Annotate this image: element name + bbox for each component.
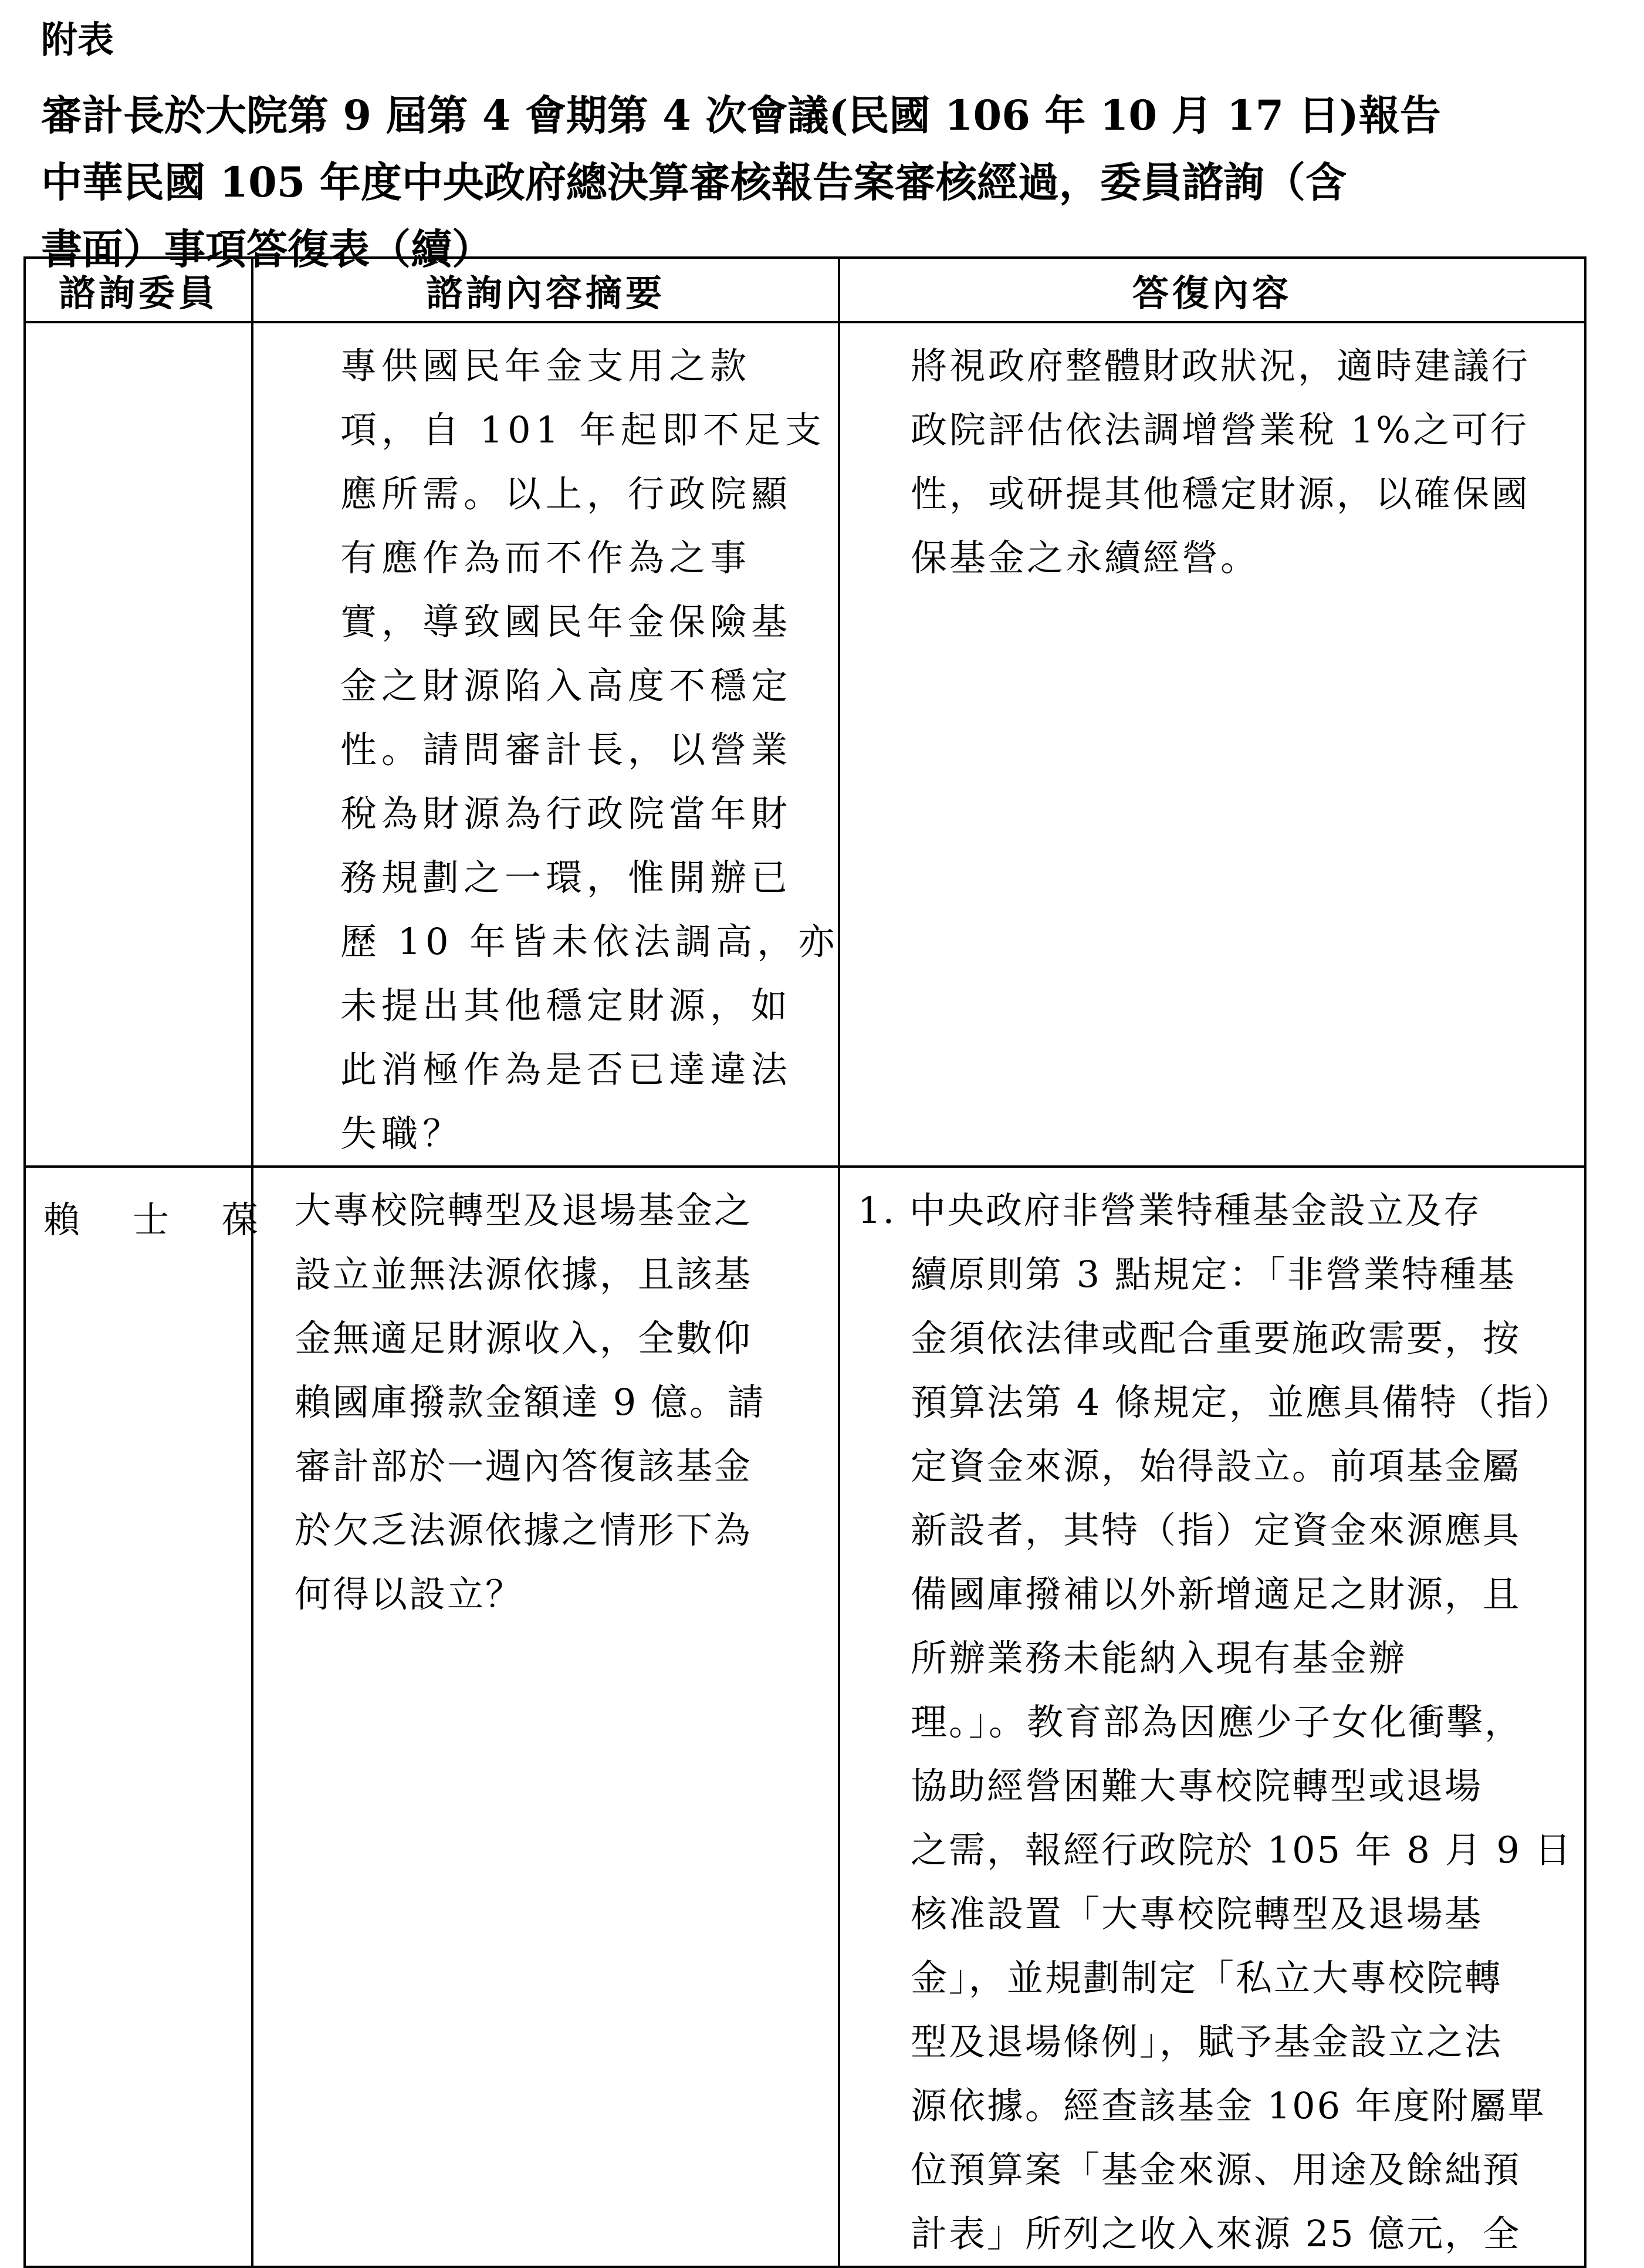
reply-line: 理。」。教育部為因應少子女化衝擊， [911, 1701, 1523, 1743]
reply-line: 之需，報經行政院於 105 年 8 月 9 日 [911, 1828, 1573, 1871]
reply-line: 新設者，其特（指）定資金來源應具 [911, 1509, 1521, 1552]
reply-line: 保基金之永續經營。 [911, 536, 1260, 579]
table-row [25, 1167, 1585, 2267]
reply-cell [839, 322, 1585, 1167]
summary-cell [252, 1167, 839, 2267]
reply-line: 型及退場條例」，賦予基金設立之法 [911, 2020, 1503, 2063]
summary-line: 專供國民年金支用之款 [340, 344, 752, 387]
header-member: 諮詢委員 [25, 258, 252, 322]
title-line: 中華民國 105 年度中央政府總決算審核報告案審核經過，委員諮詢（含 [41, 158, 1347, 207]
reply-line: 定資金來源，始得設立。前項基金屬 [911, 1445, 1521, 1488]
member-name: 賴士葆 [43, 1198, 312, 1241]
title-line: 書面）事項答復表（續） [41, 225, 493, 273]
reply-line: 核准設置「大專校院轉型及退場基 [911, 1892, 1483, 1935]
title-line: 審計長於大院第 9 屆第 4 會期第 4 次會議(民國 106 年 10 月 17 日)報告 [41, 91, 1441, 140]
member-cell [25, 1167, 312, 2267]
reply-line: 政院評估依法調增營業稅 1%之可行 [911, 408, 1530, 451]
summary-line: 失職？ [340, 1112, 464, 1155]
reply-line: 將視政府整體財政狀況，適時建議行 [911, 344, 1531, 387]
reply-line: 所辦業務未能納入現有基金辦 [911, 1637, 1407, 1679]
reply-table [23, 256, 1587, 2268]
reply-line: 預算法第 4 條規定，並應具備特（指） [911, 1381, 1572, 1424]
summary-line: 性。請問審計長，以營業 [340, 728, 793, 771]
summary-line: 此消極作為是否已達違法 [340, 1048, 793, 1091]
header-reply: 答復內容 [839, 258, 1585, 322]
reply-line: 位預算案「基金來源、用途及餘絀預 [911, 2148, 1521, 2191]
reply-line: 性，或研提其他穩定財源，以確保國 [911, 472, 1531, 515]
reply-cell [839, 1167, 1585, 2267]
reply-line: 續原則第 3 點規定：「非營業特種基 [911, 1253, 1516, 1296]
member-cell [25, 322, 252, 1167]
table-row [25, 322, 1585, 1167]
summary-line: 於欠乏法源依據之情形下為 [295, 1509, 753, 1552]
reply-line: 金須依法律或配合重要施政需要，按 [911, 1317, 1521, 1360]
summary-line: 賴國庫撥款金額達 9 億。請 [295, 1381, 766, 1424]
summary-cell [252, 322, 839, 1167]
summary-line: 大專校院轉型及退場基金之 [295, 1189, 753, 1232]
summary-line: 實，導致國民年金保險基 [340, 600, 793, 643]
attachment-label: 附表 [41, 18, 114, 61]
summary-line: 何得以設立？ [295, 1573, 524, 1615]
summary-line: 項，自 101 年起即不足支 [340, 408, 826, 451]
table-header-row [25, 258, 1585, 322]
summary-line: 金之財源陷入高度不穩定 [340, 664, 793, 707]
reply-line: 計表」所列之收入來源 25 億元，全 [911, 2212, 1521, 2255]
reply-line: 備國庫撥補以外新增適足之財源，且 [911, 1573, 1521, 1615]
summary-line: 務規劃之一環，惟開辦已 [340, 856, 793, 899]
summary-line: 稅為財源為行政院當年財 [340, 792, 793, 835]
summary-line: 應所需。以上，行政院顯 [340, 472, 793, 515]
reply-line: 金」，並規劃制定「私立大專校院轉 [911, 1956, 1503, 1999]
reply-line: 協助經營困難大專校院轉型或退場 [911, 1765, 1483, 1807]
header-summary: 諮詢內容摘要 [252, 258, 839, 322]
summary-line: 歷 10 年皆未依法調高，亦 [340, 920, 840, 963]
summary-line: 設立並無法源依據，且該基 [295, 1253, 753, 1296]
document-title [41, 82, 1613, 283]
summary-line: 有應作為而不作為之事 [340, 536, 752, 579]
summary-line: 審計部於一週內答復該基金 [295, 1445, 753, 1488]
summary-line: 金無適足財源收入，全數仰 [295, 1317, 753, 1360]
reply-line: 1. 中央政府非營業特種基金設立及存 [858, 1189, 1481, 1232]
reply-line: 源依據。經查該基金 106 年度附屬單 [911, 2084, 1546, 2127]
summary-line: 未提出其他穩定財源，如 [340, 984, 793, 1027]
